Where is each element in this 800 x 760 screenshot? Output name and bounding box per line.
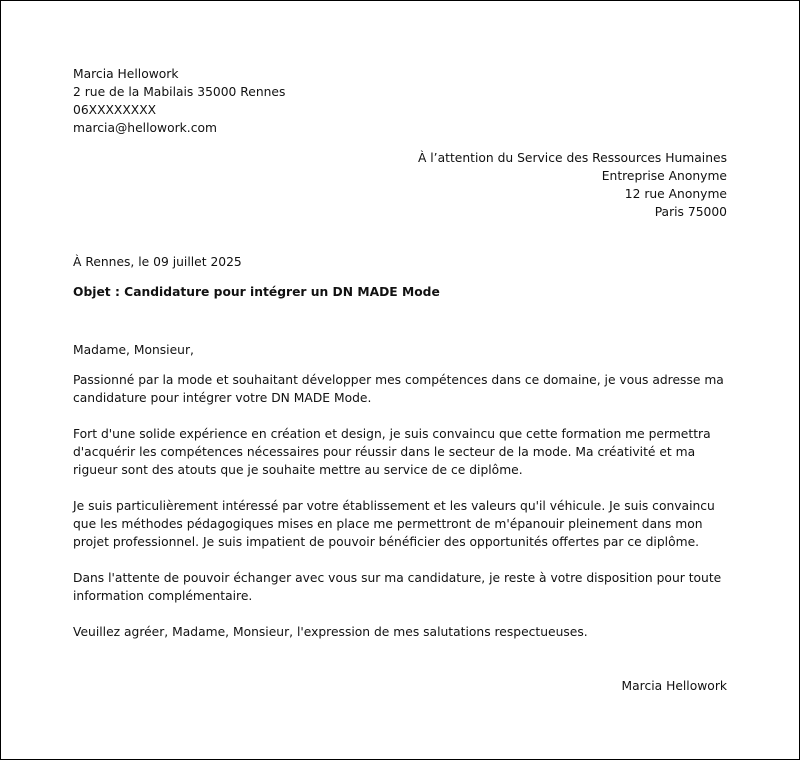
sender-phone: 06XXXXXXXX	[73, 103, 157, 117]
letter-body	[73, 341, 733, 659]
paragraph-closing: Veuillez agréer, Madame, Monsieur, l'expression de mes salutations respectueuses.	[73, 625, 588, 639]
paragraph-experience: Fort d'une solide expérience en création et design, je suis convaincu que cette formation me permettra d'acquérir les compétences nécessaires pour réussir dans le secteur de la mode. Ma créativité et ma rigueur sont des atouts que je souhaite mettre au service de ce diplôme.	[73, 427, 711, 477]
recipient-city: Paris 75000	[654, 205, 727, 219]
recipient-street: 12 rue Anonyme	[624, 187, 727, 201]
paragraph-motivation: Je suis particulièrement intéressé par votre établissement et les valeurs qu'il véhicule. Je suis convaincu que les méthodes pédagogiques mises en place me permettront de m'épanouir pleinement dans mon projet professionnel. Je suis impatient de pouvoir bénéficier des opportunités offertes par ce diplôme.	[73, 499, 715, 549]
paragraph-intro: Passionné par la mode et souhaitant développer mes compétences dans ce domaine, je vous adresse ma candidature pour intégrer votre DN MADE Mode.	[73, 373, 724, 405]
paragraph-availability: Dans l'attente de pouvoir échanger avec vous sur ma candidature, je reste à votre disposition pour toute information complémentaire.	[73, 571, 722, 603]
recipient-company: Entreprise Anonyme	[601, 169, 727, 183]
sender-name: Marcia Hellowork	[73, 67, 179, 81]
sender-address: 2 rue de la Mabilais 35000 Rennes	[73, 85, 286, 99]
recipient-attention: À l’attention du Service des Ressources Humaines	[417, 151, 727, 165]
subject-line: Objet : Candidature pour intégrer un DN MADE Mode	[73, 285, 440, 299]
date-line: À Rennes, le 09 juillet 2025	[73, 255, 242, 269]
salutation: Madame, Monsieur,	[73, 343, 194, 357]
sender-block	[73, 65, 285, 137]
recipient-block	[418, 149, 727, 221]
sender-email: marcia@hellowork.com	[73, 121, 217, 135]
signature: Marcia Hellowork	[621, 679, 727, 693]
